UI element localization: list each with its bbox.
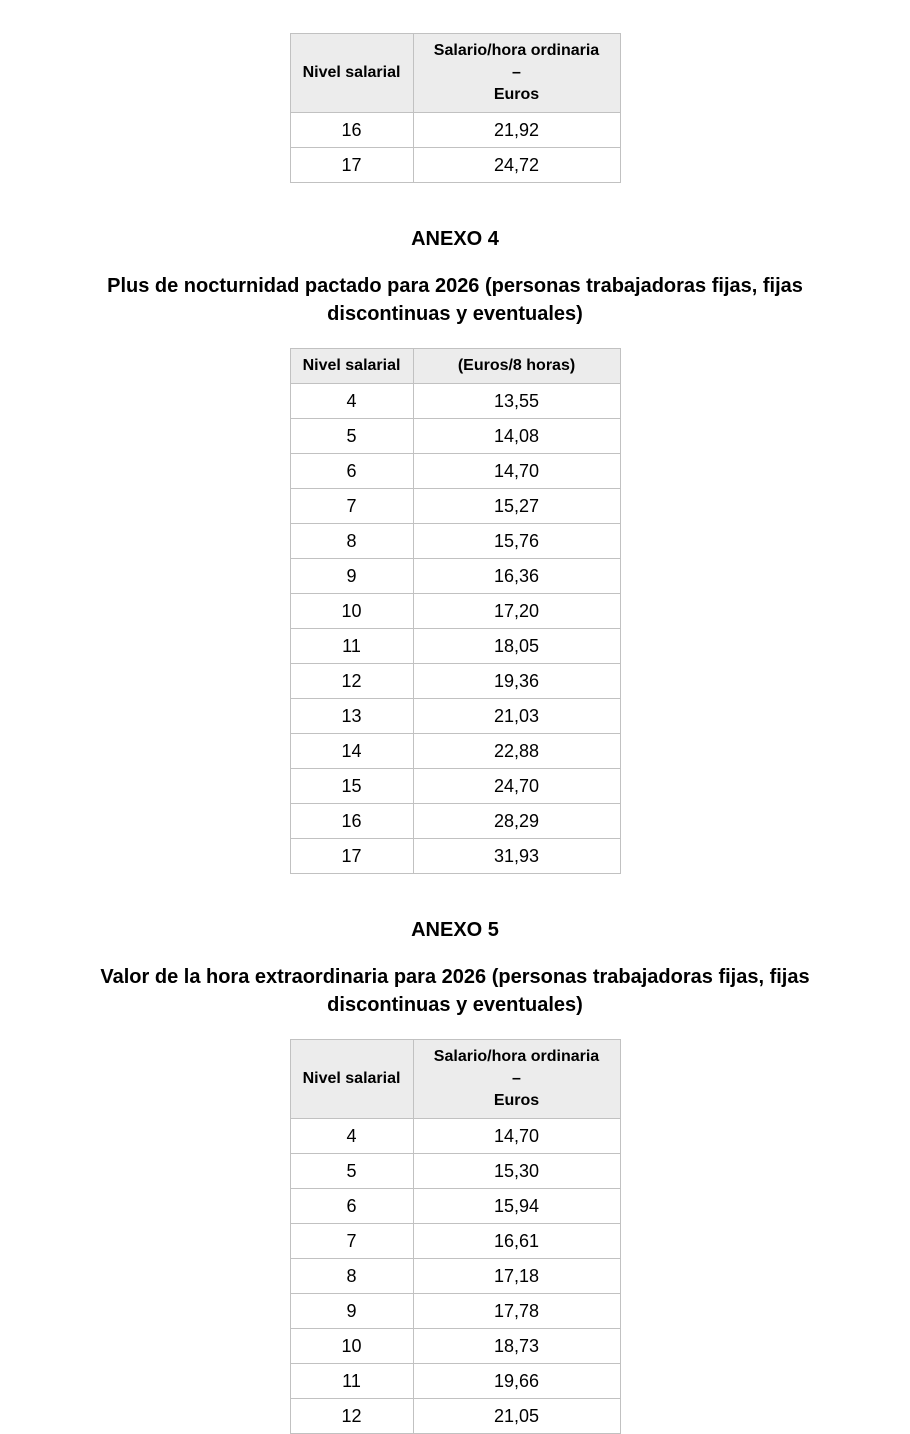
table-row <box>290 1119 620 1154</box>
valor-cell: 16,36 <box>413 559 620 594</box>
nivel-cell: 10 <box>290 1329 413 1364</box>
valor-cell: 28,29 <box>413 804 620 839</box>
table-header-row <box>290 349 620 384</box>
valor-cell: 17,20 <box>413 594 620 629</box>
table-row <box>290 769 620 804</box>
valor-cell: 19,36 <box>413 664 620 699</box>
nivel-cell: 9 <box>290 1294 413 1329</box>
nivel-cell: 4 <box>290 384 413 419</box>
nivel-cell: 17 <box>290 148 413 183</box>
table-row <box>290 839 620 874</box>
header-line-3: Euros <box>493 86 540 103</box>
nivel-cell: 6 <box>290 454 413 489</box>
table-row <box>290 1329 620 1364</box>
table-row <box>290 1154 620 1189</box>
table-row <box>290 629 620 664</box>
valor-cell: 15,94 <box>413 1189 620 1224</box>
nivel-cell: 7 <box>290 489 413 524</box>
valor-cell: 17,18 <box>413 1259 620 1294</box>
table-row <box>290 1294 620 1329</box>
col-header-salario-hora <box>413 34 620 113</box>
nivel-cell: 4 <box>290 1119 413 1154</box>
table-row <box>290 664 620 699</box>
valor-cell: 16,61 <box>413 1224 620 1259</box>
valor-cell: 24,72 <box>413 148 620 183</box>
anexo4-table <box>290 348 621 874</box>
col-header-nivel-salarial: Nivel salarial <box>290 1040 413 1119</box>
salary-table-partial <box>290 33 621 183</box>
nivel-cell: 17 <box>290 839 413 874</box>
valor-cell: 21,05 <box>413 1399 620 1434</box>
col-header-nivel-salarial: Nivel salarial <box>290 34 413 113</box>
nivel-cell: 8 <box>290 524 413 559</box>
col-header-salario-hora <box>413 1040 620 1119</box>
anexo5-table <box>290 1039 621 1434</box>
anexo4-heading: ANEXO 4 <box>411 228 499 250</box>
table-row <box>290 454 620 489</box>
header-line-1: Salario/hora ordinaria <box>433 1048 600 1065</box>
valor-cell: 31,93 <box>413 839 620 874</box>
table-row <box>290 1364 620 1399</box>
valor-cell: 21,03 <box>413 699 620 734</box>
header-line-3: Euros <box>493 1092 540 1109</box>
valor-cell: 22,88 <box>413 734 620 769</box>
table-row <box>290 734 620 769</box>
valor-cell: 19,66 <box>413 1364 620 1399</box>
table-row <box>290 419 620 454</box>
table-row <box>290 594 620 629</box>
valor-cell: 13,55 <box>413 384 620 419</box>
valor-cell: 14,70 <box>413 454 620 489</box>
nivel-cell: 15 <box>290 769 413 804</box>
nivel-cell: 13 <box>290 699 413 734</box>
anexo4-title: Plus de nocturnidad pactado para 2026 (personas trabajadoras fijas, fijas discontinuas y eventuales) <box>107 275 803 325</box>
table-row <box>290 559 620 594</box>
valor-cell: 21,92 <box>413 113 620 148</box>
table-row <box>290 1189 620 1224</box>
table-row <box>290 1399 620 1434</box>
valor-cell: 15,76 <box>413 524 620 559</box>
nivel-cell: 8 <box>290 1259 413 1294</box>
nivel-cell: 16 <box>290 113 413 148</box>
anexo5-heading: ANEXO 5 <box>411 919 499 941</box>
table-row <box>290 384 620 419</box>
table-row <box>290 113 620 148</box>
nivel-cell: 12 <box>290 664 413 699</box>
table-row <box>290 524 620 559</box>
table-header-row <box>290 1040 620 1119</box>
nivel-cell: 14 <box>290 734 413 769</box>
nivel-cell: 11 <box>290 1364 413 1399</box>
nivel-cell: 12 <box>290 1399 413 1434</box>
header-dash: – <box>512 64 521 81</box>
col-header-euros-8-horas: (Euros/8 horas) <box>413 349 620 384</box>
table-row <box>290 1259 620 1294</box>
valor-cell: 15,27 <box>413 489 620 524</box>
valor-cell: 24,70 <box>413 769 620 804</box>
table-header-row <box>290 34 620 113</box>
nivel-cell: 5 <box>290 419 413 454</box>
valor-cell: 17,78 <box>413 1294 620 1329</box>
table-row <box>290 699 620 734</box>
nivel-cell: 16 <box>290 804 413 839</box>
nivel-cell: 6 <box>290 1189 413 1224</box>
header-dash: – <box>512 1070 521 1087</box>
table-row <box>290 1224 620 1259</box>
valor-cell: 18,73 <box>413 1329 620 1364</box>
nivel-cell: 9 <box>290 559 413 594</box>
table-row <box>290 148 620 183</box>
col-header-nivel-salarial: Nivel salarial <box>290 349 413 384</box>
table-row <box>290 489 620 524</box>
valor-cell: 14,08 <box>413 419 620 454</box>
table-row <box>290 804 620 839</box>
valor-cell: 15,30 <box>413 1154 620 1189</box>
nivel-cell: 5 <box>290 1154 413 1189</box>
nivel-cell: 10 <box>290 594 413 629</box>
nivel-cell: 11 <box>290 629 413 664</box>
header-line-1: Salario/hora ordinaria <box>433 42 600 59</box>
anexo5-title: Valor de la hora extraordinaria para 2026 (personas trabajadoras fijas, fijas discontinuas y eventuales) <box>100 966 810 1016</box>
valor-cell: 14,70 <box>413 1119 620 1154</box>
valor-cell: 18,05 <box>413 629 620 664</box>
nivel-cell: 7 <box>290 1224 413 1259</box>
